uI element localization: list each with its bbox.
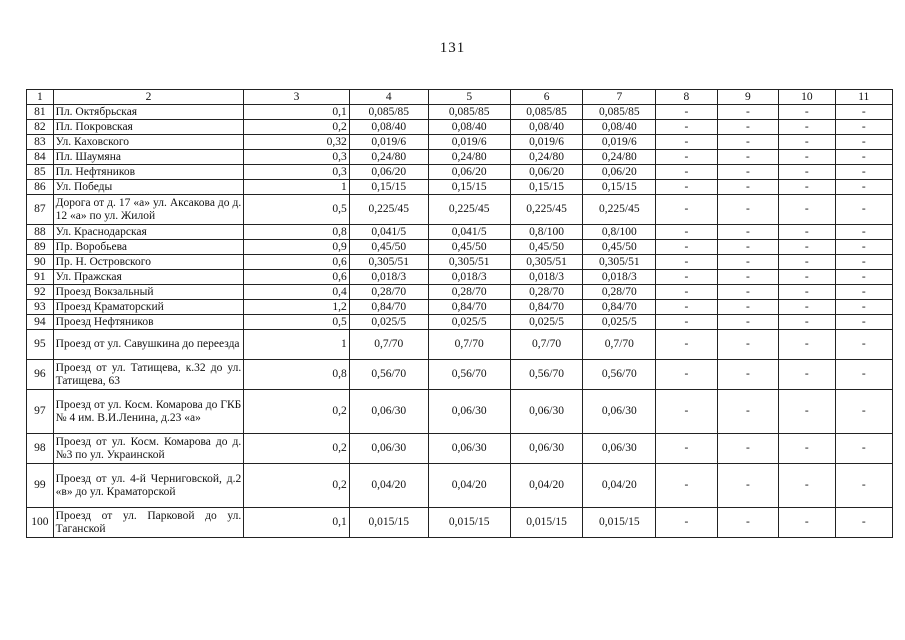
col5-value: 0,019/6 <box>428 135 510 150</box>
col11-value: - <box>835 255 892 270</box>
table-row <box>27 390 893 434</box>
col5-value: 0,24/80 <box>428 150 510 165</box>
col10-value: - <box>779 434 835 464</box>
col9-value: - <box>717 464 778 508</box>
row-number: 99 <box>27 464 54 508</box>
col10-value: - <box>779 390 835 434</box>
col10-value: - <box>779 120 835 135</box>
table-row <box>27 180 893 195</box>
col6-value: 0,305/51 <box>510 255 583 270</box>
length-value: 0,32 <box>244 135 350 150</box>
col6-value: 0,025/5 <box>510 315 583 330</box>
col4-value: 0,025/5 <box>349 315 428 330</box>
col10-value: - <box>779 105 835 120</box>
col6-value: 0,06/30 <box>510 390 583 434</box>
col10-value: - <box>779 300 835 315</box>
col6-value: 0,06/30 <box>510 434 583 464</box>
col4-value: 0,24/80 <box>349 150 428 165</box>
table-row <box>27 150 893 165</box>
road-name: Пл. Октябрьская <box>53 105 244 120</box>
col4-value: 0,28/70 <box>349 285 428 300</box>
col11-value: - <box>835 330 892 360</box>
col11-value: - <box>835 464 892 508</box>
column-header: 3 <box>244 90 350 105</box>
col11-value: - <box>835 150 892 165</box>
table-row <box>27 464 893 508</box>
column-header: 1 <box>27 90 54 105</box>
road-name: Проезд от ул. 4-й Черниговской, д.2 «в» до ул. Краматорской <box>53 464 244 508</box>
col4-value: 0,56/70 <box>349 360 428 390</box>
row-number: 89 <box>27 240 54 255</box>
row-number: 86 <box>27 180 54 195</box>
column-header: 7 <box>583 90 656 105</box>
col6-value: 0,225/45 <box>510 195 583 225</box>
col11-value: - <box>835 240 892 255</box>
road-name: Проезд Нефтяников <box>53 315 244 330</box>
col4-value: 0,06/20 <box>349 165 428 180</box>
table-row <box>27 285 893 300</box>
col8-value: - <box>656 315 717 330</box>
table-row <box>27 270 893 285</box>
col7-value: 0,24/80 <box>583 150 656 165</box>
length-value: 0,2 <box>244 120 350 135</box>
row-number: 97 <box>27 390 54 434</box>
col11-value: - <box>835 300 892 315</box>
col11-value: - <box>835 135 892 150</box>
col7-value: 0,305/51 <box>583 255 656 270</box>
table-row <box>27 135 893 150</box>
col7-value: 0,025/5 <box>583 315 656 330</box>
table-row <box>27 120 893 135</box>
col4-value: 0,15/15 <box>349 180 428 195</box>
road-name: Пр. Воробьева <box>53 240 244 255</box>
length-value: 0,8 <box>244 225 350 240</box>
table-row <box>27 255 893 270</box>
col4-value: 0,06/30 <box>349 390 428 434</box>
col8-value: - <box>656 508 717 538</box>
col10-value: - <box>779 225 835 240</box>
col6-value: 0,45/50 <box>510 240 583 255</box>
length-value: 1 <box>244 180 350 195</box>
col6-value: 0,018/3 <box>510 270 583 285</box>
col11-value: - <box>835 508 892 538</box>
row-number: 91 <box>27 270 54 285</box>
col11-value: - <box>835 120 892 135</box>
page-number: 131 <box>439 40 466 56</box>
col10-value: - <box>779 240 835 255</box>
col7-value: 0,7/70 <box>583 330 656 360</box>
col4-value: 0,08/40 <box>349 120 428 135</box>
col10-value: - <box>779 285 835 300</box>
col9-value: - <box>717 390 778 434</box>
column-header: 5 <box>428 90 510 105</box>
road-name: Пл. Покровская <box>53 120 244 135</box>
col7-value: 0,04/20 <box>583 464 656 508</box>
col8-value: - <box>656 464 717 508</box>
table-row <box>27 360 893 390</box>
col11-value: - <box>835 105 892 120</box>
col5-value: 0,06/30 <box>428 434 510 464</box>
road-name: Проезд от ул. Савушкина до переезда <box>53 330 244 360</box>
col7-value: 0,06/20 <box>583 165 656 180</box>
col5-value: 0,018/3 <box>428 270 510 285</box>
length-value: 0,3 <box>244 150 350 165</box>
col11-value: - <box>835 180 892 195</box>
col8-value: - <box>656 270 717 285</box>
column-header: 8 <box>656 90 717 105</box>
col6-value: 0,8/100 <box>510 225 583 240</box>
col5-value: 0,06/20 <box>428 165 510 180</box>
col7-value: 0,84/70 <box>583 300 656 315</box>
row-number: 94 <box>27 315 54 330</box>
col6-value: 0,15/15 <box>510 180 583 195</box>
col9-value: - <box>717 180 778 195</box>
road-name: Проезд от ул. Парковой до ул. Таганской <box>53 508 244 538</box>
col8-value: - <box>656 150 717 165</box>
col5-value: 0,84/70 <box>428 300 510 315</box>
col8-value: - <box>656 225 717 240</box>
road-name: Ул. Краснодарская <box>53 225 244 240</box>
col4-value: 0,305/51 <box>349 255 428 270</box>
col7-value: 0,019/6 <box>583 135 656 150</box>
length-value: 0,3 <box>244 165 350 180</box>
table-row <box>27 165 893 180</box>
row-number: 88 <box>27 225 54 240</box>
col6-value: 0,06/20 <box>510 165 583 180</box>
road-name: Пл. Нефтяников <box>53 165 244 180</box>
row-number: 96 <box>27 360 54 390</box>
length-value: 0,2 <box>244 464 350 508</box>
col10-value: - <box>779 150 835 165</box>
col6-value: 0,24/80 <box>510 150 583 165</box>
col6-value: 0,28/70 <box>510 285 583 300</box>
col8-value: - <box>656 390 717 434</box>
col8-value: - <box>656 180 717 195</box>
col8-value: - <box>656 360 717 390</box>
length-value: 0,4 <box>244 285 350 300</box>
col8-value: - <box>656 434 717 464</box>
col5-value: 0,04/20 <box>428 464 510 508</box>
col10-value: - <box>779 255 835 270</box>
col11-value: - <box>835 195 892 225</box>
col4-value: 0,225/45 <box>349 195 428 225</box>
col7-value: 0,085/85 <box>583 105 656 120</box>
col7-value: 0,15/15 <box>583 180 656 195</box>
table-row <box>27 105 893 120</box>
col10-value: - <box>779 135 835 150</box>
length-value: 0,9 <box>244 240 350 255</box>
col5-value: 0,06/30 <box>428 390 510 434</box>
col7-value: 0,015/15 <box>583 508 656 538</box>
col10-value: - <box>779 330 835 360</box>
col4-value: 0,018/3 <box>349 270 428 285</box>
col5-value: 0,7/70 <box>428 330 510 360</box>
length-value: 0,1 <box>244 508 350 538</box>
row-number: 84 <box>27 150 54 165</box>
col9-value: - <box>717 360 778 390</box>
col8-value: - <box>656 105 717 120</box>
col8-value: - <box>656 300 717 315</box>
col11-value: - <box>835 225 892 240</box>
length-value: 0,5 <box>244 315 350 330</box>
row-number: 98 <box>27 434 54 464</box>
row-number: 81 <box>27 105 54 120</box>
row-number: 85 <box>27 165 54 180</box>
col7-value: 0,06/30 <box>583 434 656 464</box>
col11-value: - <box>835 285 892 300</box>
length-value: 1,2 <box>244 300 350 315</box>
table-row <box>27 195 893 225</box>
col5-value: 0,15/15 <box>428 180 510 195</box>
col10-value: - <box>779 360 835 390</box>
col7-value: 0,06/30 <box>583 390 656 434</box>
road-name: Проезд от ул. Татищева, к.32 до ул. Татищева, 63 <box>53 360 244 390</box>
length-value: 0,8 <box>244 360 350 390</box>
col5-value: 0,225/45 <box>428 195 510 225</box>
col9-value: - <box>717 300 778 315</box>
col7-value: 0,225/45 <box>583 195 656 225</box>
road-name: Ул. Победы <box>53 180 244 195</box>
col11-value: - <box>835 390 892 434</box>
col8-value: - <box>656 240 717 255</box>
col10-value: - <box>779 315 835 330</box>
table-row <box>27 330 893 360</box>
table-row <box>27 300 893 315</box>
col5-value: 0,56/70 <box>428 360 510 390</box>
column-header: 2 <box>53 90 244 105</box>
col5-value: 0,015/15 <box>428 508 510 538</box>
length-value: 0,2 <box>244 390 350 434</box>
col6-value: 0,84/70 <box>510 300 583 315</box>
column-header: 6 <box>510 90 583 105</box>
column-header: 11 <box>835 90 892 105</box>
col9-value: - <box>717 434 778 464</box>
col8-value: - <box>656 255 717 270</box>
col4-value: 0,019/6 <box>349 135 428 150</box>
col5-value: 0,085/85 <box>428 105 510 120</box>
col10-value: - <box>779 180 835 195</box>
road-name: Проезд Вокзальный <box>53 285 244 300</box>
row-number: 90 <box>27 255 54 270</box>
row-number: 93 <box>27 300 54 315</box>
col9-value: - <box>717 135 778 150</box>
table-row <box>27 225 893 240</box>
col9-value: - <box>717 165 778 180</box>
road-name: Проезд от ул. Косм. Комарова до ГКБ № 4 им. В.И.Ленина, д.23 «а» <box>53 390 244 434</box>
col11-value: - <box>835 315 892 330</box>
row-number: 92 <box>27 285 54 300</box>
length-value: 1 <box>244 330 350 360</box>
col10-value: - <box>779 165 835 180</box>
col9-value: - <box>717 120 778 135</box>
column-header: 10 <box>779 90 835 105</box>
col11-value: - <box>835 360 892 390</box>
road-name: Пр. Н. Островского <box>53 255 244 270</box>
column-header: 9 <box>717 90 778 105</box>
col10-value: - <box>779 464 835 508</box>
road-name: Проезд Краматорский <box>53 300 244 315</box>
col7-value: 0,45/50 <box>583 240 656 255</box>
col9-value: - <box>717 270 778 285</box>
row-number: 83 <box>27 135 54 150</box>
col9-value: - <box>717 315 778 330</box>
col7-value: 0,28/70 <box>583 285 656 300</box>
col5-value: 0,025/5 <box>428 315 510 330</box>
col8-value: - <box>656 165 717 180</box>
col6-value: 0,019/6 <box>510 135 583 150</box>
col7-value: 0,018/3 <box>583 270 656 285</box>
col5-value: 0,041/5 <box>428 225 510 240</box>
col4-value: 0,45/50 <box>349 240 428 255</box>
col4-value: 0,041/5 <box>349 225 428 240</box>
col4-value: 0,06/30 <box>349 434 428 464</box>
col9-value: - <box>717 105 778 120</box>
road-table <box>26 89 893 538</box>
road-name: Проезд от ул. Косм. Комарова до д.№3 по ул. Украинской <box>53 434 244 464</box>
col6-value: 0,08/40 <box>510 120 583 135</box>
table-row <box>27 315 893 330</box>
length-value: 0,1 <box>244 105 350 120</box>
col11-value: - <box>835 270 892 285</box>
col6-value: 0,085/85 <box>510 105 583 120</box>
col8-value: - <box>656 195 717 225</box>
col11-value: - <box>835 165 892 180</box>
col7-value: 0,8/100 <box>583 225 656 240</box>
length-value: 0,5 <box>244 195 350 225</box>
col9-value: - <box>717 195 778 225</box>
col9-value: - <box>717 330 778 360</box>
length-value: 0,6 <box>244 270 350 285</box>
col9-value: - <box>717 240 778 255</box>
col8-value: - <box>656 120 717 135</box>
col6-value: 0,56/70 <box>510 360 583 390</box>
road-name: Дорога от д. 17 «а» ул. Аксакова до д. 12 «а» по ул. Жилой <box>53 195 244 225</box>
col5-value: 0,45/50 <box>428 240 510 255</box>
col7-value: 0,56/70 <box>583 360 656 390</box>
col8-value: - <box>656 285 717 300</box>
road-name: Ул. Каховского <box>53 135 244 150</box>
col8-value: - <box>656 135 717 150</box>
col4-value: 0,015/15 <box>349 508 428 538</box>
column-header: 4 <box>349 90 428 105</box>
col4-value: 0,04/20 <box>349 464 428 508</box>
row-number: 82 <box>27 120 54 135</box>
length-value: 0,6 <box>244 255 350 270</box>
col10-value: - <box>779 195 835 225</box>
table-row <box>27 240 893 255</box>
col10-value: - <box>779 270 835 285</box>
col10-value: - <box>779 508 835 538</box>
table-row <box>27 434 893 464</box>
col6-value: 0,04/20 <box>510 464 583 508</box>
road-name: Пл. Шаумяна <box>53 150 244 165</box>
col8-value: - <box>656 330 717 360</box>
col6-value: 0,015/15 <box>510 508 583 538</box>
col7-value: 0,08/40 <box>583 120 656 135</box>
col9-value: - <box>717 150 778 165</box>
table-row <box>27 508 893 538</box>
col5-value: 0,08/40 <box>428 120 510 135</box>
col5-value: 0,28/70 <box>428 285 510 300</box>
row-number: 87 <box>27 195 54 225</box>
road-name: Ул. Пражская <box>53 270 244 285</box>
col11-value: - <box>835 434 892 464</box>
col4-value: 0,84/70 <box>349 300 428 315</box>
row-number: 100 <box>27 508 54 538</box>
col9-value: - <box>717 255 778 270</box>
col4-value: 0,7/70 <box>349 330 428 360</box>
col9-value: - <box>717 508 778 538</box>
col5-value: 0,305/51 <box>428 255 510 270</box>
col4-value: 0,085/85 <box>349 105 428 120</box>
row-number: 95 <box>27 330 54 360</box>
col6-value: 0,7/70 <box>510 330 583 360</box>
col9-value: - <box>717 225 778 240</box>
col9-value: - <box>717 285 778 300</box>
length-value: 0,2 <box>244 434 350 464</box>
table-header-row <box>27 90 893 105</box>
